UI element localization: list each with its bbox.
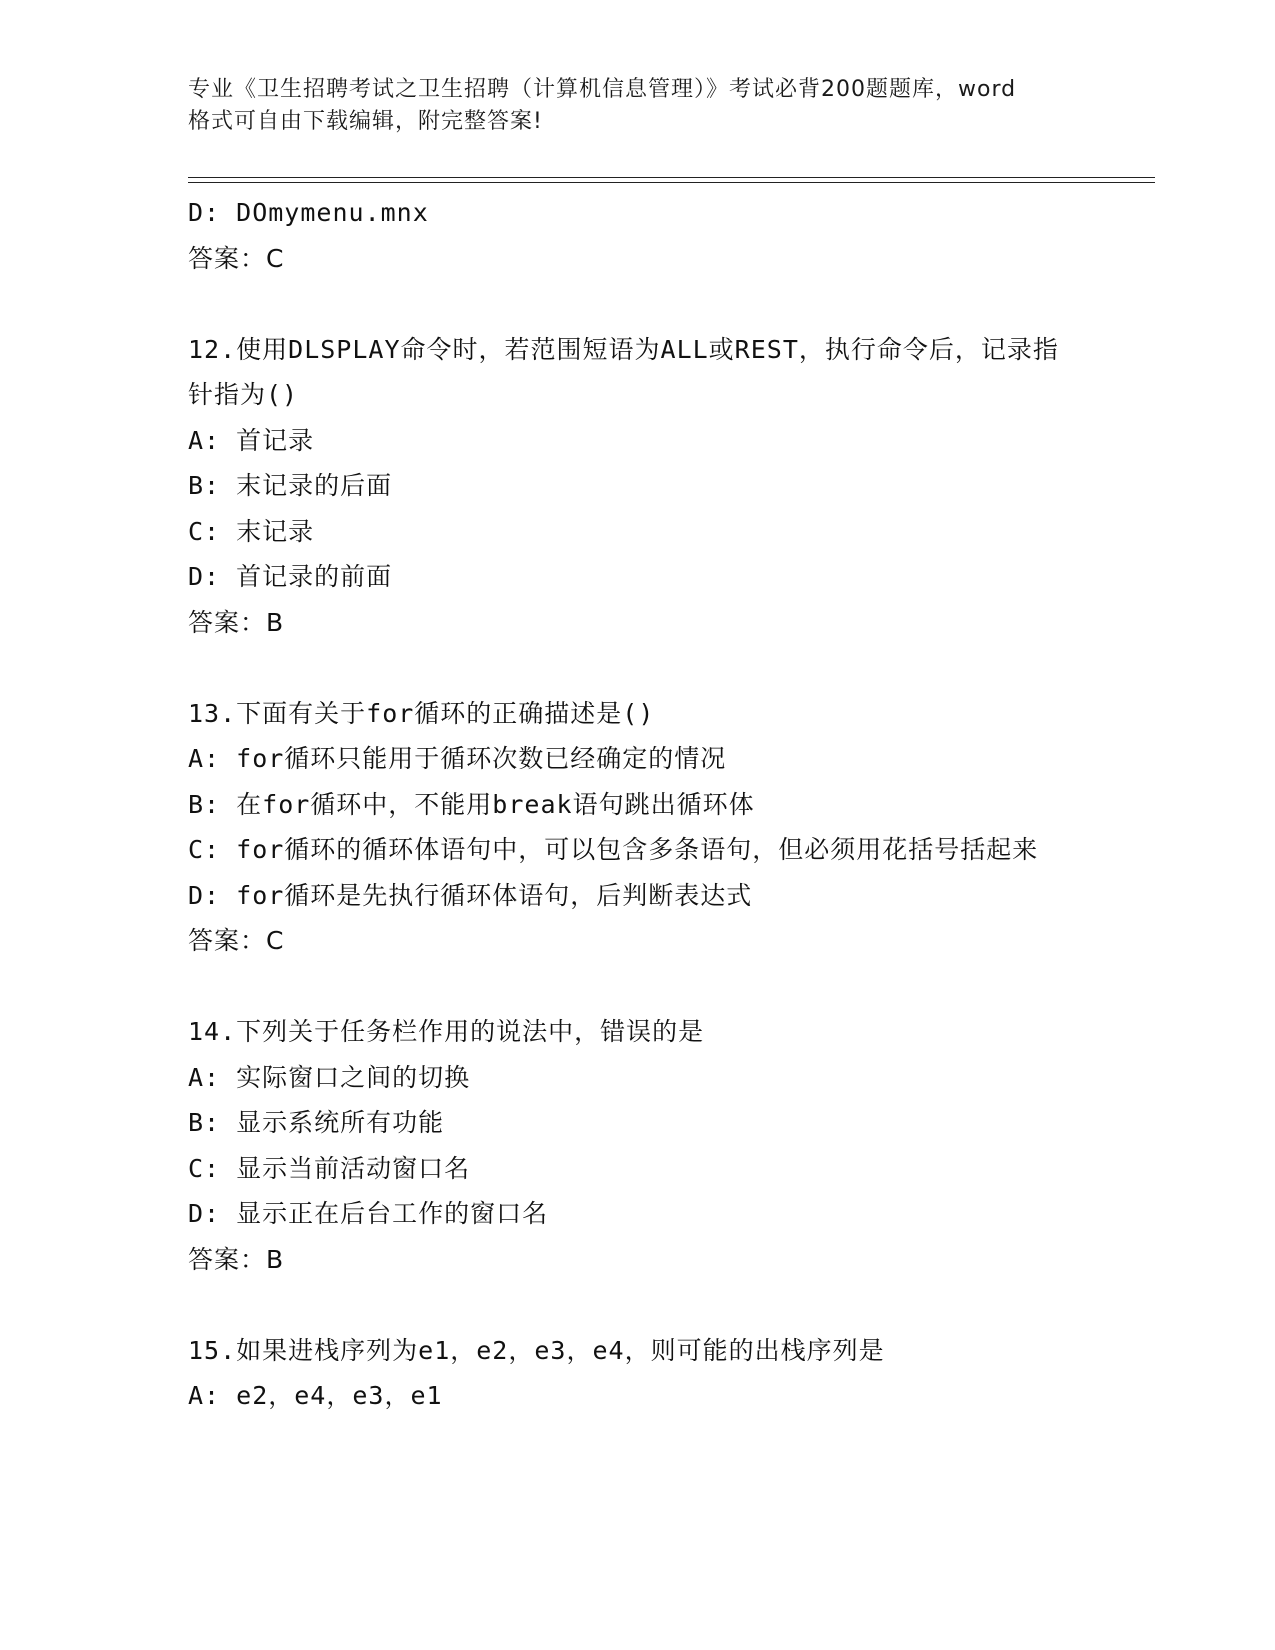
option-a: A: 首记录 bbox=[188, 425, 315, 455]
answer: 答案：B bbox=[188, 607, 285, 637]
question-11 bbox=[188, 190, 1088, 281]
answer: 答案：B bbox=[188, 1244, 285, 1274]
option-d: D: 显示正在后台工作的窗口名 bbox=[188, 1199, 549, 1228]
option-a: A: for循环只能用于循环次数已经确定的情况 bbox=[188, 744, 727, 773]
question-stem: 15.如果进栈序列为e1，e2，e3，e4，则可能的出栈序列是 bbox=[188, 1335, 885, 1365]
question-12 bbox=[188, 327, 1088, 646]
option-b: B: 显示系统所有功能 bbox=[188, 1108, 445, 1137]
question-15 bbox=[188, 1328, 1088, 1419]
header-divider-bottom bbox=[188, 182, 1155, 183]
header-divider-top bbox=[188, 177, 1155, 178]
header-line-2: 格式可自由下载编辑，附完整答案! bbox=[188, 109, 543, 134]
spacer bbox=[188, 645, 1088, 691]
option-a: A: e2，e4，e3，e1 bbox=[188, 1381, 443, 1410]
header-line-1: 专业《卫生招聘考试之卫生招聘（计算机信息管理）》考试必背200题题库，word bbox=[188, 77, 1017, 102]
option-b: B: 末记录的后面 bbox=[188, 471, 393, 500]
option-b: B: 在for循环中，不能用break语句跳出循环体 bbox=[188, 789, 755, 819]
question-14 bbox=[188, 1009, 1088, 1282]
spacer bbox=[188, 1282, 1088, 1328]
option-c: C: for循环的循环体语句中，可以包含多条语句，但必须用花括号括起来 bbox=[188, 835, 1039, 864]
spacer bbox=[188, 281, 1088, 327]
question-stem: 14.下列关于任务栏作用的说法中，错误的是 bbox=[188, 1017, 705, 1046]
spacer bbox=[188, 964, 1088, 1010]
option-c: C: 显示当前活动窗口名 bbox=[188, 1153, 471, 1183]
option-a: A: 实际窗口之间的切换 bbox=[188, 1062, 471, 1092]
question-list bbox=[188, 190, 1088, 1419]
document-header bbox=[188, 74, 1088, 138]
question-stem: 12.使用DLSPLAY命令时，若范围短语为ALL或REST，执行命令后，记录指针指为() bbox=[188, 334, 1059, 409]
option-d: D: for循环是先执行循环体语句，后判断表达式 bbox=[188, 880, 753, 910]
question-stem: 13.下面有关于for循环的正确描述是() bbox=[188, 698, 655, 728]
option-d: D: DOmymenu.mnx bbox=[188, 198, 429, 227]
option-c: C: 末记录 bbox=[188, 516, 315, 546]
answer: 答案：C bbox=[188, 926, 285, 955]
question-13 bbox=[188, 691, 1088, 964]
option-d: D: 首记录的前面 bbox=[188, 562, 393, 591]
answer: 答案：C bbox=[188, 243, 285, 273]
